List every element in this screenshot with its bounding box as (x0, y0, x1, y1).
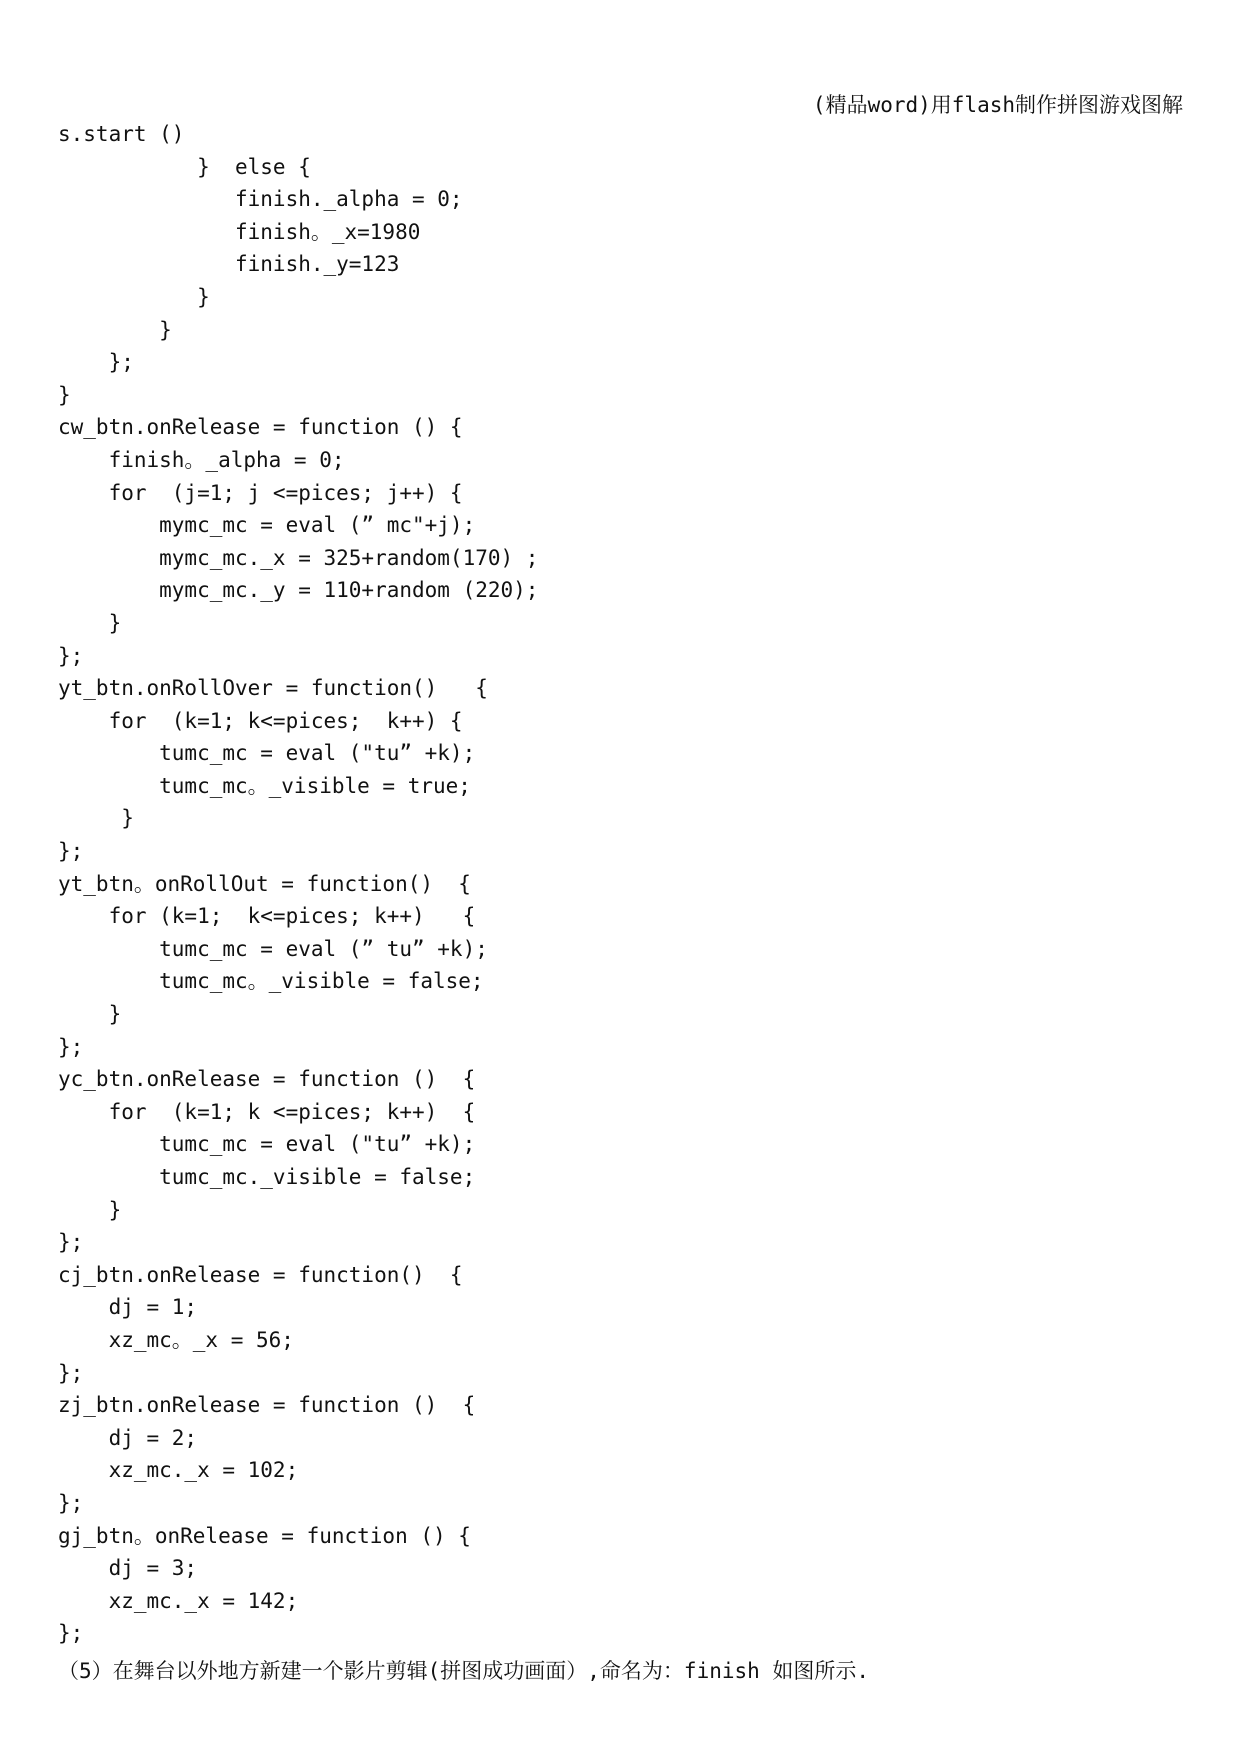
code-line: xz_mc._x = 142; (58, 1588, 299, 1613)
code-line: tumc_mc。_visible = false; (58, 969, 484, 994)
code-line: xz_mc。_x = 56; (58, 1327, 294, 1352)
code-line: for (k=1; k <=pices; k++) { (58, 1099, 476, 1124)
code-line: } (58, 806, 134, 831)
code-line: yc_btn.onRelease = function () { (58, 1067, 476, 1092)
code-line: yt_btn.onRollOver = function() { (58, 676, 488, 701)
code-line: cw_btn.onRelease = function () { (58, 415, 463, 440)
code-line: } (58, 317, 172, 342)
code-line: }; (58, 1490, 84, 1515)
code-line: s.start () (58, 122, 185, 146)
code-line: gj_btn。onRelease = function () { (58, 1523, 471, 1548)
code-line: }; (58, 1621, 84, 1646)
code-line: mymc_mc = eval (” mc"+j); (58, 513, 476, 538)
code-line: zj_btn.onRelease = function () { (58, 1393, 476, 1418)
code-line: } (58, 1197, 122, 1222)
code-line: finish._alpha = 0; (58, 187, 463, 212)
code-line: dj = 2; (58, 1425, 198, 1450)
code-line: }; (58, 1360, 84, 1385)
code-line: } (58, 382, 71, 407)
code-line: mymc_mc._x = 325+random(170) ; (58, 545, 539, 570)
code-line: dj = 1; (58, 1295, 198, 1320)
code-line: }; (58, 1034, 84, 1059)
code-line: }; (58, 350, 134, 375)
code-block (58, 118, 1201, 1650)
code-line: tumc_mc = eval ("tu” +k); (58, 1132, 476, 1157)
code-line: xz_mc._x = 102; (58, 1458, 299, 1483)
code-line: } (58, 1002, 122, 1027)
code-line: tumc_mc = eval (” tu” +k); (58, 936, 488, 961)
code-line: mymc_mc._y = 110+random (220); (58, 578, 539, 603)
code-line: tumc_mc。_visible = true; (58, 773, 471, 798)
code-line: } (58, 284, 210, 309)
code-line: }; (58, 1230, 84, 1255)
caption-text: （5）在舞台以外地方新建一个影片剪辑(拼图成功画面）,命名为：finish 如图所示. (58, 1659, 870, 1683)
code-line: } (58, 610, 122, 635)
page-header: (精品word)用flash制作拼图游戏图解 (812, 93, 1183, 117)
code-line: tumc_mc = eval ("tu” +k); (58, 741, 476, 766)
code-line: for (k=1; k<=pices; k++) { (58, 904, 476, 929)
code-line: yt_btn。onRollOut = function() { (58, 871, 471, 896)
code-line: tumc_mc._visible = false; (58, 1165, 476, 1189)
code-line: } else { (58, 154, 311, 179)
code-line: cj_btn.onRelease = function() { (58, 1262, 463, 1287)
code-line: dj = 3; (58, 1556, 198, 1581)
code-line: for (j=1; j <=pices; j++) { (58, 480, 463, 505)
code-line: finish._y=123 (58, 252, 400, 277)
code-line: finish。_x=1980 (58, 219, 421, 244)
code-line: for (k=1; k<=pices; k++) { (58, 708, 463, 733)
code-line: finish。_alpha = 0; (58, 447, 345, 472)
code-line: }; (58, 839, 84, 864)
code-line: }; (58, 643, 84, 668)
